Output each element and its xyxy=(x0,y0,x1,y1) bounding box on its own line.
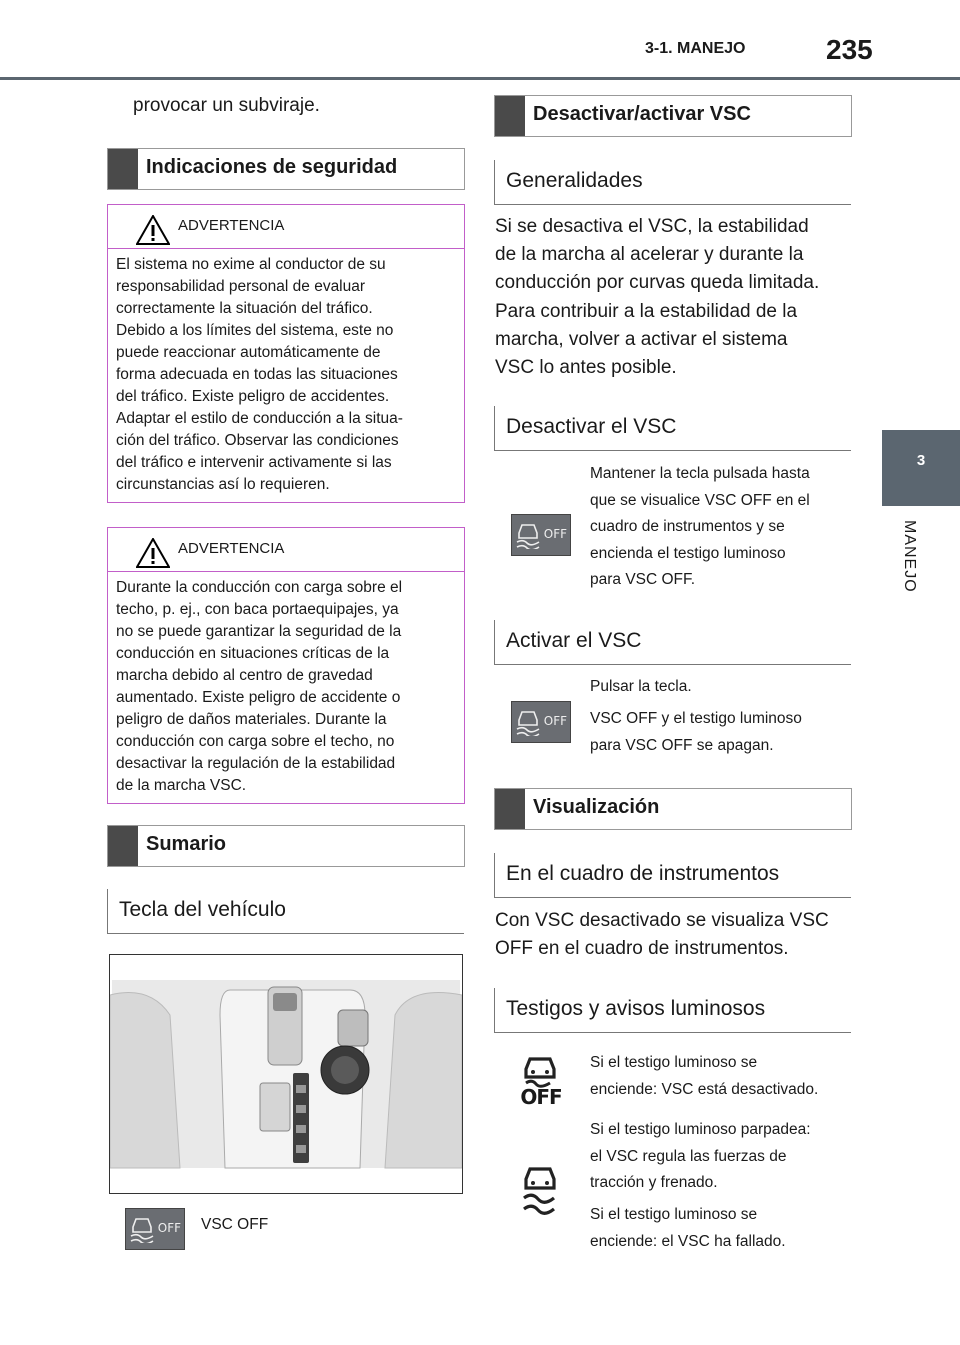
text-line: Mantener la tecla pulsada hasta xyxy=(590,465,810,482)
text-line: Si el testigo luminoso se xyxy=(590,1206,758,1223)
text-line: para VSC OFF. xyxy=(590,571,696,588)
vsc-off-indicator-icon xyxy=(518,1055,562,1107)
warning-line: desactivar la regulación de la estabilidad xyxy=(116,755,396,772)
skid-car-icon xyxy=(515,708,541,736)
text-line: Si el testigo luminoso parpadea: xyxy=(590,1121,811,1138)
subheading-cluster xyxy=(494,853,851,898)
warning-body xyxy=(116,577,452,797)
vsc-indicator-icon xyxy=(518,1166,562,1216)
section-heading-display xyxy=(494,788,852,830)
deactivate-instructions xyxy=(590,461,810,594)
text-line: tracción y frenado. xyxy=(590,1174,718,1191)
center-console-illustration xyxy=(109,954,463,1194)
subheading-title: Generalidades xyxy=(506,169,643,192)
running-header-section: 3-1. MANEJO xyxy=(645,40,746,57)
subheading-deactivate xyxy=(494,406,851,451)
subheading-activate xyxy=(494,620,851,665)
vsc-off-button-icon xyxy=(511,701,571,743)
warning-line: forma adecuada en todas las situaciones xyxy=(116,366,398,383)
text-line: marcha, volver a activar el sistema xyxy=(495,329,788,350)
text-line: Para contribuir a la estabilidad de la xyxy=(495,301,798,322)
text-line: VSC lo antes posible. xyxy=(495,357,677,378)
text-line: que se visualice VSC OFF en el xyxy=(590,491,810,509)
section-heading-deactivate xyxy=(494,95,852,137)
light1-description xyxy=(590,1050,818,1103)
warning-line: Durante la conducción con carga sobre el xyxy=(116,579,403,596)
warning-line: circunstancias así lo requieren. xyxy=(116,476,330,493)
vsc-off-caption: VSC OFF xyxy=(201,1216,269,1233)
warning-triangle-icon xyxy=(136,538,170,568)
center-console-drawing xyxy=(110,955,462,1193)
warning-line: conducción con carga sobre el techo, no xyxy=(116,733,395,750)
activate-instruction: Pulsar la tecla. xyxy=(590,678,692,695)
warning-box-1 xyxy=(107,204,465,503)
subheading-title: Testigos y avisos luminosos xyxy=(506,997,766,1020)
off-text: OFF xyxy=(543,527,567,541)
chapter-number: 3 xyxy=(916,452,926,469)
text-line: VSC OFF y el testigo luminoso xyxy=(590,710,802,727)
off-text: OFF xyxy=(157,1221,181,1235)
skid-car-indicator-icon xyxy=(518,1166,562,1216)
section-marker xyxy=(108,149,138,189)
activate-result xyxy=(590,706,802,759)
off-text: OFF xyxy=(543,714,567,728)
section-heading-summary xyxy=(107,825,465,867)
intro-text: provocar un subviraje. xyxy=(133,95,320,116)
section-marker xyxy=(108,826,138,866)
header-rule xyxy=(0,77,960,80)
warning-line: del tráfico. Existe peligro de accidentes. xyxy=(116,388,390,405)
warning-divider xyxy=(108,571,464,572)
warning-line: conducción en situaciones críticas de la xyxy=(116,645,390,662)
warning-box-2 xyxy=(107,527,465,804)
vsc-off-button-icon xyxy=(511,514,571,556)
vsc-off-button-icon xyxy=(125,1208,185,1250)
text-line: para VSC OFF se apagan. xyxy=(590,736,774,754)
warning-body xyxy=(116,254,452,496)
subheading-title: En el cuadro de instrumentos xyxy=(506,862,780,885)
text-line: el VSC regula las fuerzas de xyxy=(590,1147,787,1165)
subheading-vehicle-key xyxy=(107,889,464,934)
off-text: OFF xyxy=(520,1085,562,1109)
warning-line: no se puede garantizar la seguridad de la xyxy=(116,623,402,640)
text-line: enciende: el VSC ha fallado. xyxy=(590,1232,786,1250)
warning-title: ADVERTENCIA xyxy=(178,540,285,557)
warning-title: ADVERTENCIA xyxy=(178,217,285,234)
warning-line: aumentado. Existe peligro de accidente o xyxy=(116,689,401,706)
text-line: Si el testigo luminoso se xyxy=(590,1054,758,1071)
light2-description-flashing xyxy=(590,1117,811,1197)
text-line: Con VSC desactivado se visualiza VSC xyxy=(495,910,829,931)
text-line: Si se desactiva el VSC, la estabilidad xyxy=(495,216,809,237)
warning-line: peligro de daños materiales. Durante la xyxy=(116,711,387,728)
text-line: cuadro de instrumentos y se xyxy=(590,518,785,535)
subheading-general xyxy=(494,160,851,205)
warning-line: Adaptar el estilo de conducción a la situa- xyxy=(116,410,403,427)
section-title: Desactivar/activar VSC xyxy=(533,103,751,125)
section-marker xyxy=(495,96,525,136)
chapter-label: MANEJO xyxy=(901,520,918,593)
text-line: conducción por curvas queda limitada. xyxy=(495,272,820,293)
light2-description-failure xyxy=(590,1202,786,1255)
subheading-title: Activar el VSC xyxy=(506,629,642,652)
section-title: Sumario xyxy=(146,833,227,855)
section-heading-safety xyxy=(107,148,465,190)
warning-line: marcha debido al centro de gravedad xyxy=(116,667,373,684)
subheading-title: Desactivar el VSC xyxy=(506,415,677,438)
section-marker xyxy=(495,789,525,829)
text-line: de la marcha al acelerar y durante la xyxy=(495,244,804,265)
general-paragraph-2 xyxy=(495,298,797,382)
warning-line: puede reaccionar automáticamente de xyxy=(116,344,381,361)
warning-line: correctamente la situación del tráfico. xyxy=(116,300,373,317)
subheading-lights xyxy=(494,988,851,1033)
warning-line: ción del tráfico. Observar las condiciones xyxy=(116,432,399,449)
skid-car-icon xyxy=(129,1215,155,1243)
warning-line: responsabilidad personal de evaluar xyxy=(116,278,366,295)
warning-divider xyxy=(108,248,464,249)
warning-line: de la marcha VSC. xyxy=(116,777,247,794)
warning-line: del tráfico e intervenir activamente si las xyxy=(116,454,392,471)
warning-triangle-icon xyxy=(136,215,170,245)
warning-line: Debido a los límites del sistema, este no xyxy=(116,322,394,339)
general-paragraph-1 xyxy=(495,213,819,297)
warning-line: techo, p. ej., con baca portaequipajes, ya xyxy=(116,601,399,618)
subheading-title: Tecla del vehículo xyxy=(119,898,286,921)
text-line: OFF en el cuadro de instrumentos. xyxy=(495,938,789,959)
section-title: Visualización xyxy=(533,796,660,818)
text-line: enciende: VSC está desactivado. xyxy=(590,1080,819,1098)
section-title: Indicaciones de seguridad xyxy=(146,156,398,178)
skid-car-icon xyxy=(515,521,541,549)
warning-line: El sistema no exime al conductor de su xyxy=(116,256,386,273)
text-line: encienda el testigo luminoso xyxy=(590,544,786,562)
page-number: 235 xyxy=(826,34,873,65)
cluster-text xyxy=(495,907,829,963)
